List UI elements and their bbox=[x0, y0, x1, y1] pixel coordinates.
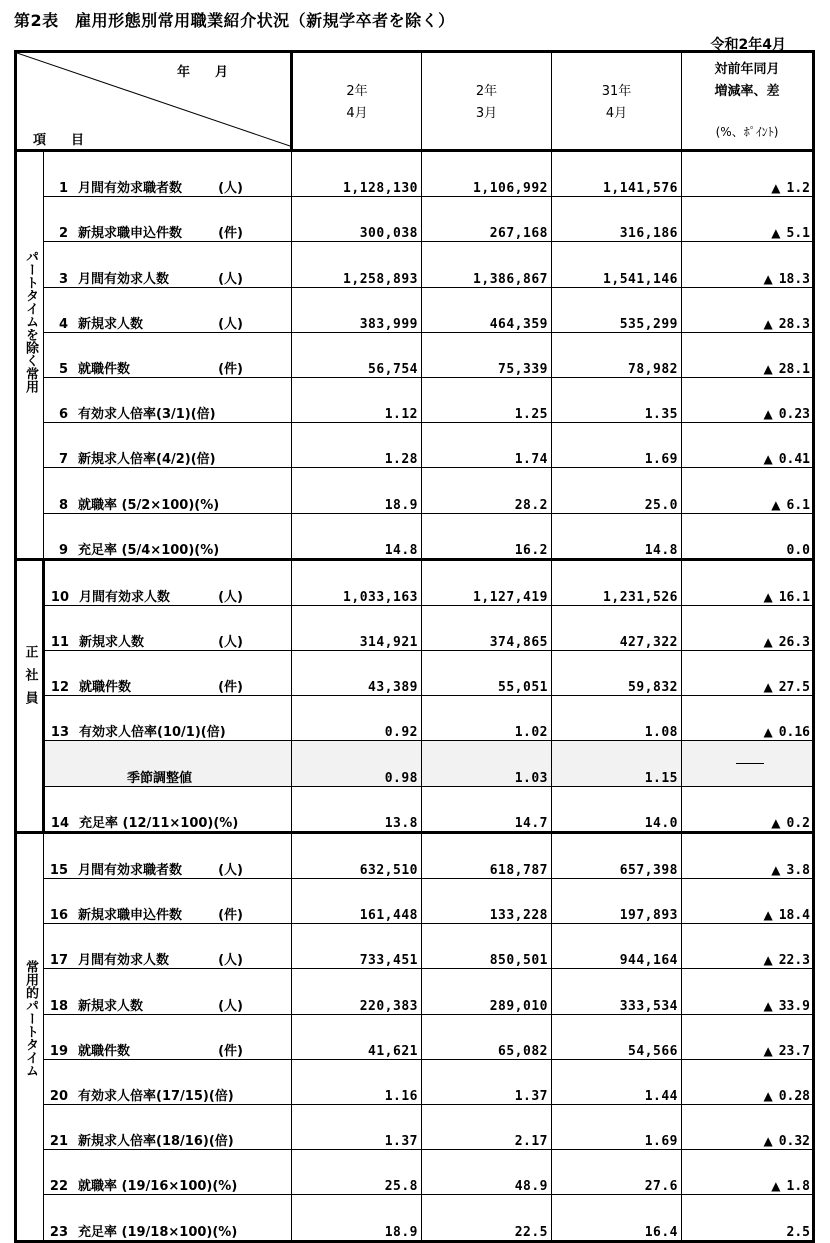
header-col-previous bbox=[422, 52, 552, 151]
employment-table bbox=[14, 50, 815, 1243]
header-col4-line1: 対前年同月 bbox=[714, 62, 780, 77]
row-label bbox=[44, 513, 292, 559]
change-number: 16.1 bbox=[778, 589, 810, 605]
row-label-text: 就職件数 bbox=[78, 1043, 131, 1059]
table-row bbox=[16, 242, 814, 287]
value-col2: 75,339 bbox=[422, 332, 552, 377]
value-col3: 1.08 bbox=[552, 696, 682, 741]
value-col2: 16.2 bbox=[422, 513, 552, 559]
value-col2: 1.02 bbox=[422, 696, 552, 741]
row-label bbox=[44, 332, 292, 377]
change-value bbox=[682, 786, 814, 832]
table-row bbox=[16, 1014, 814, 1059]
value-col1: 383,999 bbox=[292, 287, 422, 332]
table-row bbox=[16, 1059, 814, 1104]
change-value bbox=[682, 151, 814, 197]
change-number: 2.5 bbox=[786, 1224, 810, 1240]
value-col3: 197,893 bbox=[552, 879, 682, 924]
row-number: 12 bbox=[50, 680, 69, 696]
table-row bbox=[16, 151, 814, 197]
row-unit: (人) bbox=[218, 635, 243, 651]
value-col3: 657,398 bbox=[552, 832, 682, 878]
row-label bbox=[44, 1014, 292, 1059]
decrease-triangle-icon: ▲ bbox=[763, 998, 773, 1013]
table-row bbox=[16, 468, 814, 513]
row-unit: (件) bbox=[218, 226, 243, 242]
header-corner bbox=[16, 52, 292, 151]
row-number: 10 bbox=[50, 589, 69, 605]
table-row bbox=[16, 1195, 814, 1241]
table-row bbox=[16, 832, 814, 878]
page-title: 第2表 雇用形態別常用職業紹介状況（新規学卒者を除く） bbox=[14, 11, 455, 30]
change-value bbox=[682, 651, 814, 696]
row-label-text: 新規求人数 bbox=[78, 316, 144, 332]
change-number: 28.1 bbox=[778, 361, 810, 377]
value-col1: 632,510 bbox=[292, 832, 422, 878]
value-col1: 1.12 bbox=[292, 377, 422, 422]
value-col2: 1.03 bbox=[422, 741, 552, 786]
row-number: 16 bbox=[49, 908, 68, 924]
row-unit: (人) bbox=[218, 953, 243, 969]
decrease-triangle-icon: ▲ bbox=[763, 635, 773, 650]
row-unit: (人) bbox=[218, 998, 243, 1014]
table-row-seasonal bbox=[16, 741, 814, 786]
value-col1: 733,451 bbox=[292, 924, 422, 969]
change-number: 5.1 bbox=[786, 226, 810, 242]
table-row bbox=[16, 559, 814, 605]
decrease-triangle-icon: ▲ bbox=[771, 497, 781, 512]
value-col2: 133,228 bbox=[422, 879, 552, 924]
row-label bbox=[44, 151, 292, 197]
value-col1: 161,448 bbox=[292, 879, 422, 924]
change-number: 3.8 bbox=[786, 863, 810, 878]
value-col1: 220,383 bbox=[292, 969, 422, 1014]
change-value bbox=[682, 879, 814, 924]
value-col2: 464,359 bbox=[422, 287, 552, 332]
change-number: 18.3 bbox=[778, 271, 810, 287]
value-col2: 1,386,867 bbox=[422, 242, 552, 287]
change-value bbox=[682, 832, 814, 878]
change-value bbox=[682, 1150, 814, 1195]
row-label bbox=[44, 287, 292, 332]
value-col3: 427,322 bbox=[552, 605, 682, 650]
decrease-triangle-icon: ▲ bbox=[763, 316, 773, 331]
row-label bbox=[44, 1059, 292, 1104]
change-value bbox=[682, 377, 814, 422]
row-unit: (件) bbox=[218, 361, 243, 377]
value-col1: 1,033,163 bbox=[292, 559, 422, 605]
row-label bbox=[44, 924, 292, 969]
decrease-triangle-icon: ▲ bbox=[763, 725, 773, 740]
row-unit: (人) bbox=[218, 316, 243, 332]
group-label-text: 常用的パートタイム bbox=[23, 959, 38, 1077]
row-label-text: 季節調整値 bbox=[127, 770, 193, 786]
row-label-text: 月間有効求職者数 bbox=[78, 181, 183, 197]
decrease-triangle-icon: ▲ bbox=[771, 181, 781, 196]
change-value bbox=[682, 513, 814, 559]
value-col3: 1.44 bbox=[552, 1059, 682, 1104]
change-number: 0.41 bbox=[778, 452, 810, 468]
decrease-triangle-icon: ▲ bbox=[763, 1134, 773, 1149]
row-number: 11 bbox=[50, 635, 69, 651]
value-col1: 43,389 bbox=[292, 651, 422, 696]
change-value bbox=[682, 468, 814, 513]
row-label-text: 新規求人倍率(4/2)(倍) bbox=[78, 452, 216, 468]
change-value bbox=[682, 1059, 814, 1104]
value-col2: 48.9 bbox=[422, 1150, 552, 1195]
value-col2: 14.7 bbox=[422, 786, 552, 832]
change-value bbox=[682, 969, 814, 1014]
row-number: 20 bbox=[49, 1088, 68, 1104]
table-row bbox=[16, 969, 814, 1014]
row-label bbox=[44, 605, 292, 650]
change-value bbox=[682, 423, 814, 468]
change-value bbox=[682, 696, 814, 741]
value-col2: 65,082 bbox=[422, 1014, 552, 1059]
change-number: 27.5 bbox=[778, 680, 810, 696]
change-value bbox=[682, 1104, 814, 1149]
row-label bbox=[44, 969, 292, 1014]
change-value bbox=[682, 197, 814, 242]
change-number: 0.0 bbox=[786, 542, 810, 558]
row-number: 4 bbox=[58, 316, 68, 332]
decrease-triangle-icon: ▲ bbox=[763, 452, 773, 467]
value-col1: 1.28 bbox=[292, 423, 422, 468]
value-col3: 333,534 bbox=[552, 969, 682, 1014]
change-number: 0.16 bbox=[778, 725, 810, 741]
value-col2: 1,106,992 bbox=[422, 151, 552, 197]
row-number: 1 bbox=[58, 181, 68, 197]
row-label-text: 有効求人倍率(10/1)(倍) bbox=[79, 725, 226, 741]
value-col3: 535,299 bbox=[552, 287, 682, 332]
change-value bbox=[682, 287, 814, 332]
value-col1: 300,038 bbox=[292, 197, 422, 242]
value-col2: 1.37 bbox=[422, 1059, 552, 1104]
header-item: 項 目 bbox=[33, 133, 91, 148]
row-label-text: 月間有効求人数 bbox=[79, 589, 171, 605]
row-number: 7 bbox=[58, 452, 68, 468]
decrease-triangle-icon: ▲ bbox=[763, 680, 773, 695]
row-number: 14 bbox=[50, 815, 69, 831]
change-number: 0.32 bbox=[778, 1134, 810, 1150]
table-row bbox=[16, 1104, 814, 1149]
value-col1: 1,258,893 bbox=[292, 242, 422, 287]
row-number: 23 bbox=[49, 1224, 68, 1240]
row-label-text: 充足率 (5/4×100)(%) bbox=[78, 542, 220, 558]
change-value bbox=[682, 1014, 814, 1059]
value-col1: 14.8 bbox=[292, 513, 422, 559]
change-value bbox=[682, 1195, 814, 1241]
value-col1: 1.37 bbox=[292, 1104, 422, 1149]
value-col1: 314,921 bbox=[292, 605, 422, 650]
row-label-text: 月間有効求人数 bbox=[78, 953, 170, 969]
decrease-triangle-icon: ▲ bbox=[771, 863, 781, 877]
row-number: 3 bbox=[58, 271, 68, 287]
decrease-triangle-icon: ▲ bbox=[763, 407, 773, 422]
header-col2-month: 3月 bbox=[475, 106, 498, 121]
change-number: 1.2 bbox=[786, 181, 810, 197]
row-label-text: 新規求人倍率(18/16)(倍) bbox=[78, 1134, 234, 1150]
row-label-text: 新規求人数 bbox=[79, 635, 145, 651]
row-label bbox=[44, 1104, 292, 1149]
row-label-text: 新規求職申込件数 bbox=[78, 908, 183, 924]
row-label bbox=[44, 696, 292, 741]
change-number: 0.2 bbox=[786, 815, 810, 831]
row-label bbox=[44, 879, 292, 924]
value-col1: 41,621 bbox=[292, 1014, 422, 1059]
row-label-text: 充足率 (12/11×100)(%) bbox=[79, 815, 239, 831]
row-number: 5 bbox=[58, 361, 68, 377]
value-col3: 14.0 bbox=[552, 786, 682, 832]
table-row bbox=[16, 423, 814, 468]
value-col1: 1.16 bbox=[292, 1059, 422, 1104]
group-label-text: 正社員 bbox=[22, 644, 38, 714]
decrease-triangle-icon: ▲ bbox=[763, 953, 773, 968]
row-label bbox=[44, 1150, 292, 1195]
value-col3: 1.35 bbox=[552, 377, 682, 422]
decrease-triangle-icon: ▲ bbox=[763, 271, 773, 286]
value-col2: 374,865 bbox=[422, 605, 552, 650]
value-col2: 850,501 bbox=[422, 924, 552, 969]
header-col4-line2: 増減率、差 bbox=[714, 84, 780, 99]
row-label-text: 充足率 (19/18×100)(%) bbox=[78, 1224, 238, 1240]
change-number: 1.8 bbox=[786, 1179, 810, 1195]
row-number: 8 bbox=[58, 497, 68, 513]
row-unit: (件) bbox=[218, 680, 243, 696]
header-row bbox=[16, 52, 814, 151]
table-row bbox=[16, 696, 814, 741]
row-label bbox=[44, 377, 292, 422]
row-number: 15 bbox=[49, 863, 68, 878]
row-label-text: 新規求人数 bbox=[78, 998, 144, 1014]
row-label-text: 有効求人倍率(3/1)(倍) bbox=[78, 407, 216, 423]
header-year-month: 年 月 bbox=[177, 65, 235, 80]
decrease-triangle-icon: ▲ bbox=[763, 1043, 773, 1058]
change-value bbox=[682, 741, 814, 786]
table-row bbox=[16, 513, 814, 559]
header-col1-month: 4月 bbox=[346, 106, 368, 121]
row-number: 21 bbox=[49, 1134, 68, 1150]
value-col1: 56,754 bbox=[292, 332, 422, 377]
value-col2: 289,010 bbox=[422, 969, 552, 1014]
table-row bbox=[16, 651, 814, 696]
value-col2: 55,051 bbox=[422, 651, 552, 696]
row-label bbox=[44, 741, 292, 786]
value-col2: 28.2 bbox=[422, 468, 552, 513]
decrease-triangle-icon: ▲ bbox=[771, 1179, 781, 1194]
change-value bbox=[682, 332, 814, 377]
change-number: 6.1 bbox=[786, 497, 810, 513]
change-value bbox=[682, 559, 814, 605]
row-label bbox=[44, 1195, 292, 1241]
header-col-last-year bbox=[552, 52, 682, 151]
value-col1: 13.8 bbox=[292, 786, 422, 832]
change-value bbox=[682, 242, 814, 287]
value-col3: 78,982 bbox=[552, 332, 682, 377]
group-label-g2 bbox=[16, 559, 44, 832]
row-label bbox=[44, 423, 292, 468]
value-col3: 54,566 bbox=[552, 1014, 682, 1059]
row-number: 17 bbox=[49, 953, 68, 969]
row-label-text: 月間有効求職者数 bbox=[78, 863, 183, 878]
row-unit: (人) bbox=[218, 863, 243, 878]
row-unit: (件) bbox=[218, 1043, 243, 1059]
header-col1-year: 2年 bbox=[346, 84, 368, 99]
group-label-g1 bbox=[16, 151, 44, 560]
change-value bbox=[682, 605, 814, 650]
row-label-text: 月間有効求人数 bbox=[78, 271, 170, 287]
header-col2-year: 2年 bbox=[475, 84, 498, 99]
group-label-g3 bbox=[16, 832, 44, 1241]
change-number: 22.3 bbox=[778, 953, 810, 969]
change-number: 33.9 bbox=[778, 998, 810, 1014]
value-col1: 0.92 bbox=[292, 696, 422, 741]
table-row bbox=[16, 332, 814, 377]
value-col2: 1,127,419 bbox=[422, 559, 552, 605]
value-col3: 1.15 bbox=[552, 741, 682, 786]
table-row bbox=[16, 879, 814, 924]
value-col2: 1.74 bbox=[422, 423, 552, 468]
row-label bbox=[44, 559, 292, 605]
value-col3: 1.69 bbox=[552, 1104, 682, 1149]
value-col2: 2.17 bbox=[422, 1104, 552, 1149]
value-col3: 59,832 bbox=[552, 651, 682, 696]
row-label bbox=[44, 786, 292, 832]
value-col3: 27.6 bbox=[552, 1150, 682, 1195]
header-col-current bbox=[292, 52, 422, 151]
value-col2: 1.25 bbox=[422, 377, 552, 422]
table-row bbox=[16, 924, 814, 969]
decrease-triangle-icon: ▲ bbox=[771, 226, 781, 241]
table-row bbox=[16, 377, 814, 422]
group-label-text: パートタイムを除く常用 bbox=[23, 250, 38, 393]
header-col-change bbox=[682, 52, 814, 151]
change-value bbox=[682, 924, 814, 969]
row-unit: (人) bbox=[218, 181, 243, 197]
row-number: 2 bbox=[58, 226, 68, 242]
value-col3: 944,164 bbox=[552, 924, 682, 969]
value-col1: 18.9 bbox=[292, 1195, 422, 1241]
dash-mark bbox=[736, 763, 764, 764]
table-row bbox=[16, 786, 814, 832]
value-col1: 18.9 bbox=[292, 468, 422, 513]
header-col3-month: 4月 bbox=[605, 106, 628, 121]
row-unit: (人) bbox=[218, 271, 243, 287]
value-col3: 316,186 bbox=[552, 197, 682, 242]
value-col2: 618,787 bbox=[422, 832, 552, 878]
value-col3: 1,231,526 bbox=[552, 559, 682, 605]
value-col2: 22.5 bbox=[422, 1195, 552, 1241]
row-label-text: 就職件数 bbox=[78, 361, 131, 377]
row-number: 9 bbox=[58, 542, 68, 558]
change-number: 0.28 bbox=[778, 1088, 810, 1104]
value-col3: 16.4 bbox=[552, 1195, 682, 1241]
change-number: 28.3 bbox=[778, 316, 810, 332]
row-label bbox=[44, 468, 292, 513]
value-col2: 267,168 bbox=[422, 197, 552, 242]
change-number: 26.3 bbox=[778, 635, 810, 651]
value-col3: 14.8 bbox=[552, 513, 682, 559]
row-unit: (人) bbox=[218, 589, 243, 605]
table-row bbox=[16, 197, 814, 242]
value-col3: 1.69 bbox=[552, 423, 682, 468]
row-unit: (件) bbox=[218, 908, 243, 924]
row-label-text: 就職率 (19/16×100)(%) bbox=[78, 1179, 238, 1195]
table-row bbox=[16, 1150, 814, 1195]
row-label bbox=[44, 242, 292, 287]
value-col3: 25.0 bbox=[552, 468, 682, 513]
report-date: 令和2年4月 bbox=[710, 37, 786, 53]
row-label bbox=[44, 651, 292, 696]
row-label bbox=[44, 197, 292, 242]
header-col3-year: 31年 bbox=[601, 84, 632, 99]
value-col1: 25.8 bbox=[292, 1150, 422, 1195]
row-number: 22 bbox=[49, 1179, 68, 1195]
decrease-triangle-icon: ▲ bbox=[771, 815, 781, 830]
row-number: 13 bbox=[50, 725, 69, 741]
decrease-triangle-icon: ▲ bbox=[763, 908, 773, 923]
row-number: 6 bbox=[58, 407, 68, 423]
row-number: 19 bbox=[49, 1043, 68, 1059]
value-col1: 1,128,130 bbox=[292, 151, 422, 197]
change-number: 18.4 bbox=[778, 908, 810, 924]
value-col3: 1,141,576 bbox=[552, 151, 682, 197]
row-label-text: 就職率 (5/2×100)(%) bbox=[78, 497, 220, 513]
value-col1: 0.98 bbox=[292, 741, 422, 786]
change-number: 23.7 bbox=[778, 1043, 810, 1059]
table-row bbox=[16, 287, 814, 332]
header-col4-unit: (%、ﾎﾟｲﾝﾄ) bbox=[715, 125, 779, 139]
row-number: 18 bbox=[49, 998, 68, 1014]
row-label-text: 就職件数 bbox=[79, 680, 132, 696]
value-col3: 1,541,146 bbox=[552, 242, 682, 287]
row-label-text: 新規求職申込件数 bbox=[78, 226, 183, 242]
table-row bbox=[16, 605, 814, 650]
decrease-triangle-icon: ▲ bbox=[763, 1088, 773, 1103]
row-label-text: 有効求人倍率(17/15)(倍) bbox=[78, 1088, 234, 1104]
decrease-triangle-icon: ▲ bbox=[763, 361, 773, 376]
change-number: 0.23 bbox=[778, 407, 810, 423]
decrease-triangle-icon: ▲ bbox=[763, 589, 773, 604]
row-label bbox=[44, 832, 292, 878]
